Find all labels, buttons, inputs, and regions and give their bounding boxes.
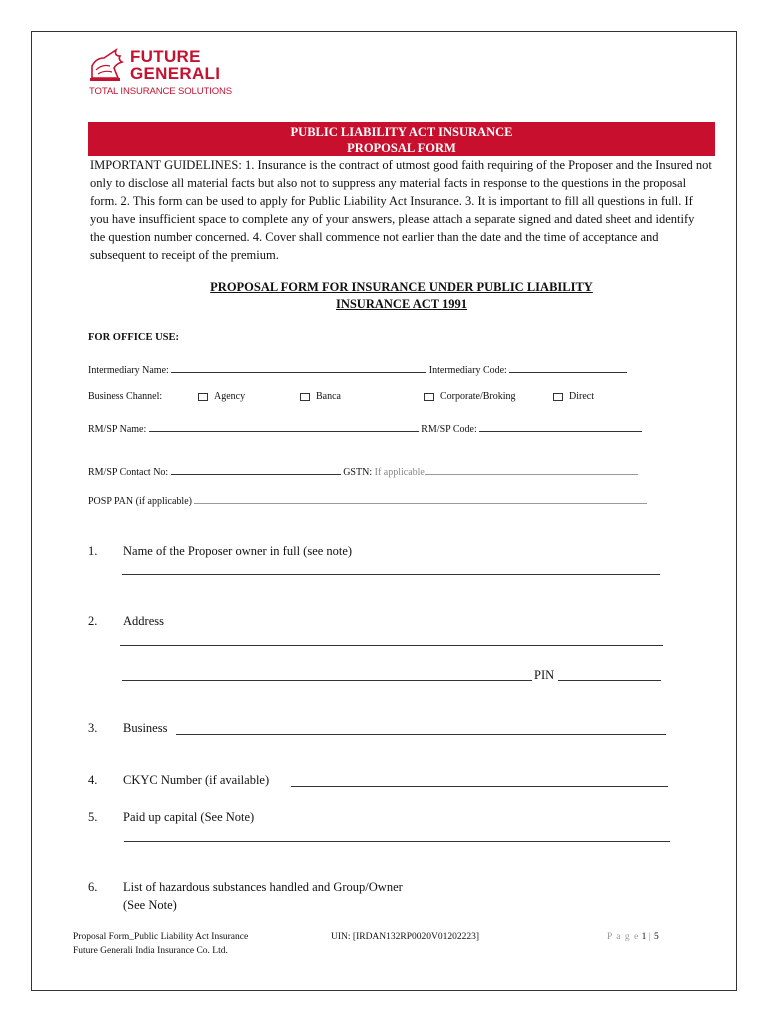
logo-name-line1: FUTURE xyxy=(130,47,201,66)
question-number: 4. xyxy=(88,773,98,787)
intermediary-row xyxy=(88,362,627,376)
gstn-placeholder: If applicable xyxy=(374,467,425,478)
channel-option-direct[interactable]: Direct xyxy=(553,391,594,402)
page-current: 1 xyxy=(641,932,647,942)
banner-subtitle: PROPOSAL FORM xyxy=(347,141,456,155)
rmsp-row xyxy=(88,421,642,435)
business-channel-row xyxy=(88,391,708,405)
pin-field[interactable] xyxy=(558,670,661,681)
checkbox-icon[interactable] xyxy=(424,393,434,401)
rmsp-code-field[interactable] xyxy=(479,421,642,432)
gstn-label: GSTN: xyxy=(343,467,373,478)
question-text: Name of the Proposer owner in full (see note) xyxy=(123,544,353,558)
footer-uin: UIN: [IRDAN132RP0020V01202223] xyxy=(331,932,480,942)
posp-pan-field[interactable] xyxy=(194,493,647,504)
checkbox-icon[interactable] xyxy=(300,393,310,401)
logo-tagline: TOTAL INSURANCE SOLUTIONS xyxy=(89,86,233,97)
form-banner xyxy=(88,122,715,156)
channel-option-corporate-broking[interactable]: Corporate/Broking xyxy=(424,391,516,402)
posp-pan-row xyxy=(88,493,647,507)
question-text-continued: (See Note) xyxy=(123,898,177,912)
answer-line[interactable] xyxy=(124,831,670,842)
footer-company-name: Future Generali India Insurance Co. Ltd. xyxy=(73,946,228,956)
rmsp-contact-label: RM/SP Contact No: xyxy=(88,467,169,478)
lion-emblem-icon xyxy=(88,48,128,86)
checkbox-icon[interactable] xyxy=(198,393,208,401)
answer-line[interactable] xyxy=(120,635,663,646)
footer-page-number xyxy=(607,930,659,944)
logo-wordmark xyxy=(130,48,220,82)
checkbox-icon[interactable] xyxy=(553,393,563,401)
rmsp-name-field[interactable] xyxy=(149,421,419,432)
channel-option-banca[interactable]: Banca xyxy=(300,391,341,402)
office-use-heading: FOR OFFICE USE: xyxy=(88,332,180,343)
question-number: 1. xyxy=(88,544,98,558)
posp-pan-label: POSP PAN (if applicable) xyxy=(88,496,192,507)
logo-name-line2: GENERALI xyxy=(130,64,221,83)
question-text: CKYC Number (if available) xyxy=(123,773,270,787)
rmsp-contact-field[interactable] xyxy=(171,464,341,475)
business-channel-label: Business Channel: xyxy=(88,391,163,402)
footer-document-info xyxy=(73,930,248,958)
answer-line[interactable] xyxy=(122,564,660,575)
question-number: 5. xyxy=(88,810,98,824)
rmsp-code-label: RM/SP Code: xyxy=(421,424,477,435)
channel-option-agency[interactable]: Agency xyxy=(198,391,245,402)
form-title xyxy=(150,279,653,313)
page-separator: | xyxy=(648,932,652,942)
banner-title: PUBLIC LIABILITY ACT INSURANCE xyxy=(290,125,513,139)
intermediary-code-label: Intermediary Code: xyxy=(428,365,507,376)
page-label: P a g e xyxy=(607,932,640,942)
footer-document-title: Proposal Form_Public Liability Act Insurance xyxy=(73,932,249,942)
form-title-line2: INSURANCE ACT 1991 xyxy=(335,297,468,311)
form-title-line1: PROPOSAL FORM FOR INSURANCE UNDER PUBLIC LIABILITY xyxy=(210,280,593,294)
intermediary-name-label: Intermediary Name: xyxy=(88,365,169,376)
answer-line[interactable] xyxy=(291,776,668,787)
question-text: List of hazardous substances handled and Group/Owner xyxy=(123,880,403,894)
important-guidelines: IMPORTANT GUIDELINES: 1. Insurance is the contract of utmost good faith requiring of the Proposer and the Insured not only to disclose all material facts but also not to suppress any material facts in response to the questions in the proposal form. 2. This form can be used to apply for Public Liability Act Insurance. 3. It is important to fill all questions in full. If you have insufficient space to complete any of your answers, please attach a separate signed and dated sheet and identify the question number concerned. 4. Cover shall commence not earlier than the date and the time of acceptance and subsequent to receipt of the premium. xyxy=(90,158,712,262)
answer-line[interactable] xyxy=(176,724,666,735)
intermediary-code-field[interactable] xyxy=(509,362,627,373)
rmsp-contact-row xyxy=(88,464,638,478)
pin-label: PIN xyxy=(534,668,555,682)
intermediary-name-field[interactable] xyxy=(171,362,426,373)
question-number: 6. xyxy=(88,880,98,894)
question-text: Address xyxy=(123,614,164,628)
page-total: 5 xyxy=(654,932,659,942)
gstn-field[interactable] xyxy=(425,464,638,475)
answer-line[interactable] xyxy=(122,670,532,681)
question-text: Paid up capital (See Note) xyxy=(123,810,255,824)
question-text: Business xyxy=(123,721,168,735)
question-number: 2. xyxy=(88,614,98,628)
question-number: 3. xyxy=(88,721,98,735)
rmsp-name-label: RM/SP Name: xyxy=(88,424,147,435)
